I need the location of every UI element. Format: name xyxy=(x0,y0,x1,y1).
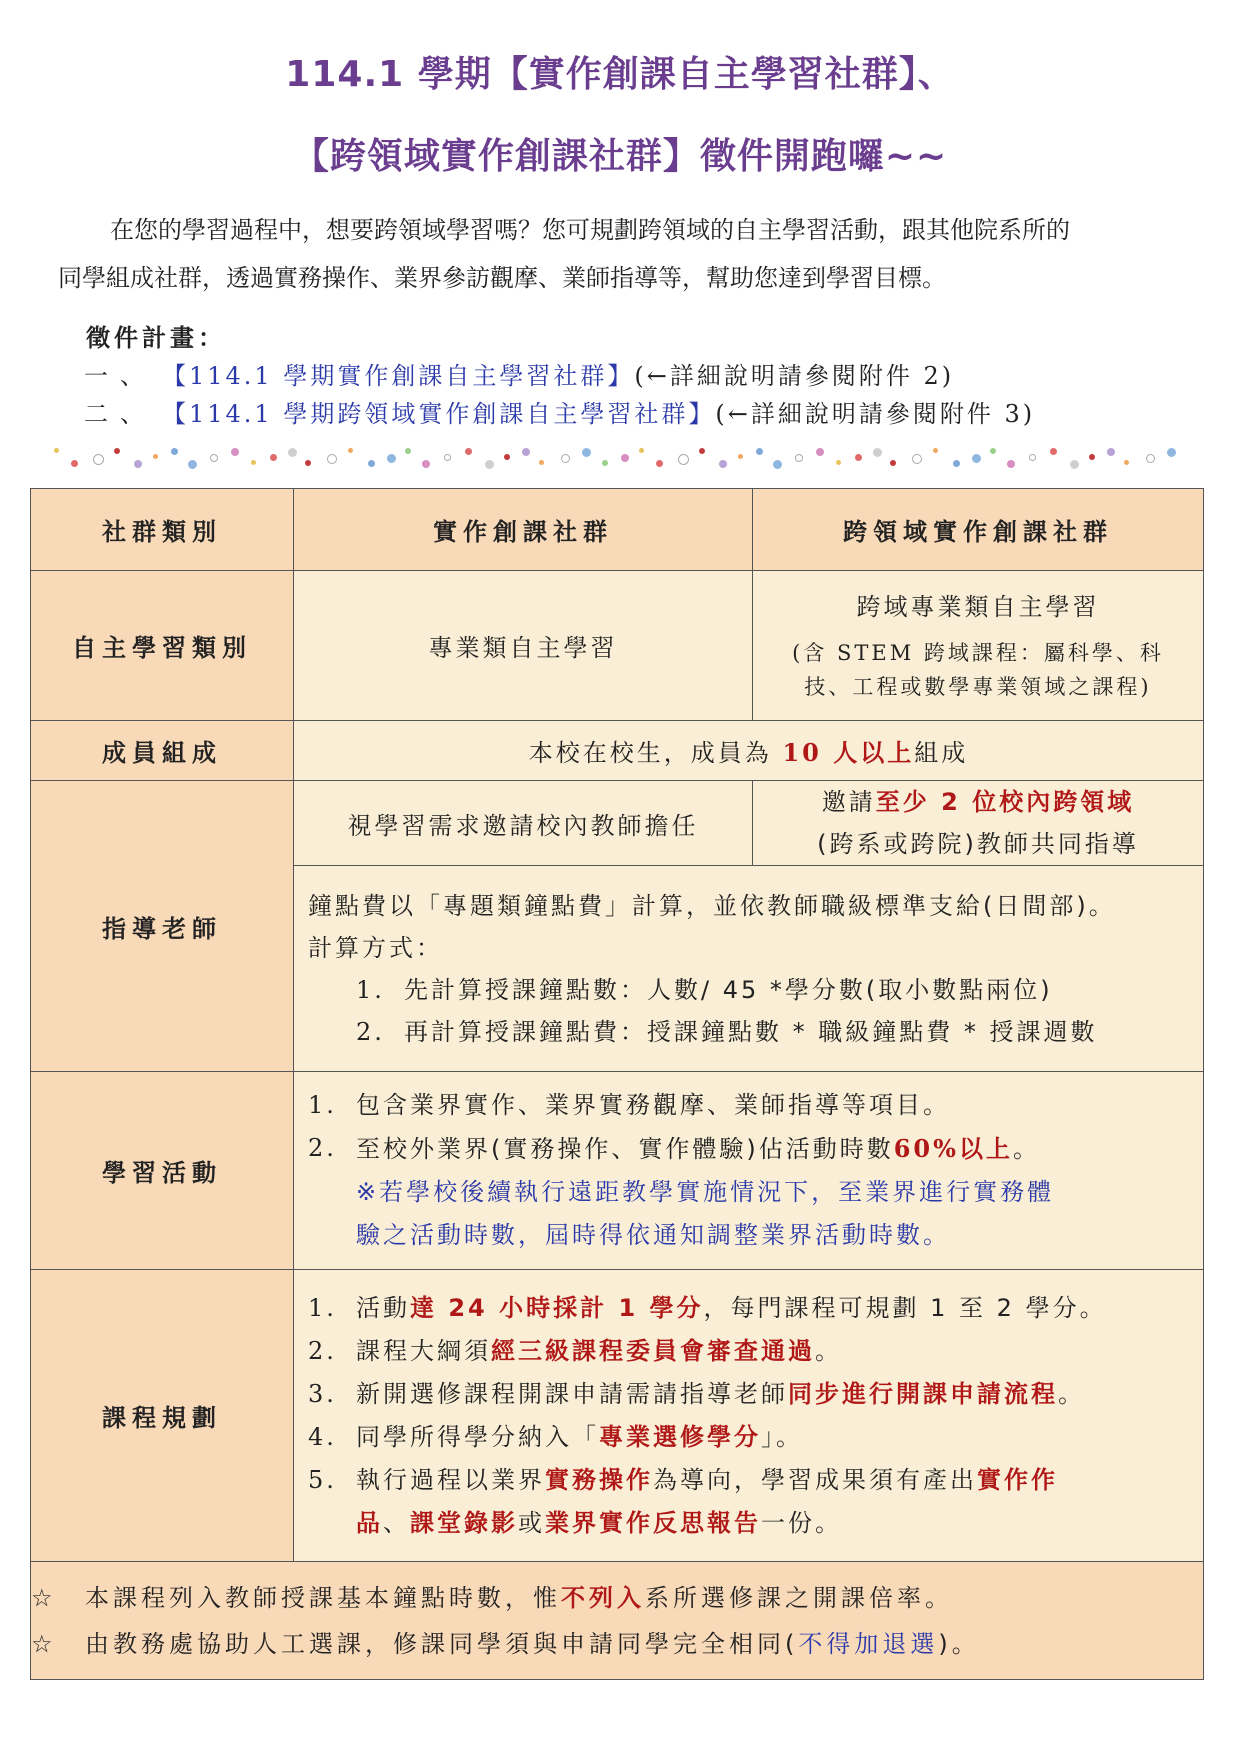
activity-item-1: 包含業界實作、業界實務觀摩、業師指導等項目。 xyxy=(356,1091,950,1119)
decorative-dot-divider xyxy=(54,448,1184,478)
activity-item-2-suffix: 。 xyxy=(1012,1135,1040,1163)
course-emphasis: 達 24 小時採計 1 學分 xyxy=(410,1293,704,1322)
label-self-study-type: 自主學習類別 xyxy=(31,571,294,721)
self-study-cross-domain xyxy=(753,571,1204,721)
course-text: 同學所得學分納入「 xyxy=(356,1422,599,1451)
title-line-2: 【跨領域實作創課社群】徵件開跑囉~~ xyxy=(292,136,948,177)
self-study-note-line-2: 技、工程或數學專業領域之課程) xyxy=(804,675,1152,699)
decorative-dot xyxy=(270,454,277,461)
decorative-dot xyxy=(656,460,663,467)
advisor-maker: 視學習需求邀請校內教師擔任 xyxy=(294,781,753,866)
footer-line-2 xyxy=(31,1621,1203,1667)
course-text: 、 xyxy=(383,1508,410,1537)
decorative-dot xyxy=(1089,454,1095,460)
decorative-dot xyxy=(54,448,59,453)
fee-item-number: 2. xyxy=(356,1017,385,1046)
decorative-dot xyxy=(348,448,353,453)
intro-line-2: 同學組成社群，透過實務操作、業界參訪觀摩、業師指導等，幫助您達到學習目標。 xyxy=(58,264,946,292)
decorative-dot xyxy=(387,454,396,463)
course-number: 2. xyxy=(308,1336,337,1365)
info-table xyxy=(30,488,1204,1680)
course-emphasis: 專業選修學分 xyxy=(599,1422,761,1451)
advisor-fee-cell xyxy=(294,866,1204,1072)
course-emphasis: 實務操作 xyxy=(545,1465,653,1494)
header-maker-community: 實作創課社群 xyxy=(294,489,753,571)
decorative-dot xyxy=(756,448,763,455)
plan-item-1 xyxy=(84,356,954,391)
members-text: 本校在校生，成員為 xyxy=(528,739,772,767)
footer-emphasis: 不列入 xyxy=(561,1583,645,1612)
course-item-1 xyxy=(356,1287,1107,1330)
course-text: 課程大綱須 xyxy=(356,1336,491,1365)
course-number: 3. xyxy=(308,1379,337,1408)
fee-item-number: 1. xyxy=(356,975,385,1004)
decorative-dot xyxy=(582,448,591,457)
course-item-5-line-2 xyxy=(308,1502,1189,1545)
course-item-2 xyxy=(356,1330,842,1373)
course-text: ，每門課程可規劃 1 至 2 學分。 xyxy=(703,1293,1107,1322)
decorative-dot xyxy=(327,454,337,464)
course-emphasis: 課堂錄影 xyxy=(410,1508,518,1537)
advisor-cross-domain xyxy=(753,781,1204,866)
course-emphasis: 實作作 xyxy=(977,1465,1058,1494)
decorative-dot xyxy=(1167,448,1176,457)
activity-number: 2. xyxy=(308,1134,337,1162)
decorative-dot xyxy=(251,460,256,465)
decorative-dot xyxy=(171,448,178,455)
course-emphasis: 業界實作反思報告 xyxy=(545,1508,761,1537)
activity-item-2-emphasis: 60%以上 xyxy=(893,1134,1013,1163)
decorative-dot xyxy=(1124,460,1129,465)
decorative-dot xyxy=(933,448,938,453)
label-members: 成員組成 xyxy=(31,721,294,781)
course-text: 執行過程以業界 xyxy=(356,1465,545,1494)
activity-note-line-1: ※若學校後續執行遠距教學實施情況下，至業界進行實務體 xyxy=(356,1178,1055,1206)
decorative-dot xyxy=(93,454,104,465)
decorative-dot xyxy=(561,454,570,463)
footer-text: 本課程列入教師授課基本鐘點時數，惟 xyxy=(85,1583,561,1612)
fee-item: 再計算授課鐘點費：授課鐘點數 * 職級鐘點費 * 授課週數 xyxy=(404,1017,1098,1046)
decorative-dot xyxy=(422,460,430,468)
course-text: 新開選修課程開課申請需請指導老師 xyxy=(356,1379,788,1408)
activity-item-2 xyxy=(356,1127,1040,1171)
decorative-dot xyxy=(1029,454,1036,461)
decorative-dot xyxy=(288,448,297,457)
decorative-dot xyxy=(1107,448,1115,456)
course-item-4 xyxy=(356,1416,803,1459)
course-number: 5. xyxy=(308,1465,337,1494)
decorative-dot xyxy=(1007,460,1015,468)
title-line-1: 114.1 學期【實作創課自主學習社群】、 xyxy=(285,54,955,95)
decorative-dot xyxy=(539,460,544,465)
course-emphasis: 品 xyxy=(356,1508,383,1537)
star-icon: ☆ xyxy=(31,1583,57,1612)
course-text: 為導向，學習成果須有產出 xyxy=(653,1465,977,1494)
decorative-dot xyxy=(719,460,727,468)
course-text: 」。 xyxy=(761,1422,803,1451)
activity-note-line-2: 驗之活動時數，屆時得依通知調整業界活動時數。 xyxy=(356,1221,950,1249)
decorative-dot xyxy=(405,448,411,454)
decorative-dot xyxy=(153,454,158,459)
members-emphasis: 10 人以上 xyxy=(782,738,915,767)
decorative-dot xyxy=(71,460,78,467)
course-cell xyxy=(294,1270,1204,1562)
decorative-dot xyxy=(602,460,608,466)
decorative-dot xyxy=(912,454,922,464)
footer-text: 系所選修課之開課倍率。 xyxy=(645,1583,953,1612)
fee-line-2: 計算方式： xyxy=(308,933,443,962)
plan-item-note: (←詳細說明請參閱附件 2) xyxy=(634,362,955,390)
decorative-dot xyxy=(504,454,510,460)
activities-cell xyxy=(294,1072,1204,1270)
self-study-cross-main: 跨域專業類自主學習 xyxy=(856,593,1100,621)
decorative-dot xyxy=(990,448,996,454)
decorative-dot xyxy=(210,454,218,462)
decorative-dot xyxy=(134,460,142,468)
decorative-dot xyxy=(465,448,472,455)
decorative-dot xyxy=(795,454,803,462)
course-text: 。 xyxy=(1058,1379,1085,1408)
fee-item: 先計算授課鐘點數：人數/ 45 *學分數(取小數點兩位) xyxy=(404,975,1053,1004)
self-study-note-line-1: (含 STEM 跨域課程：屬科學、科 xyxy=(792,641,1164,665)
decorative-dot xyxy=(639,448,644,453)
course-number: 4. xyxy=(308,1422,337,1451)
course-item-5 xyxy=(356,1459,1058,1502)
decorative-dot xyxy=(1146,454,1155,463)
footer-line-1 xyxy=(31,1575,1203,1621)
decorative-dot xyxy=(972,454,981,463)
plan-item-2 xyxy=(84,394,1035,429)
activity-number: 1. xyxy=(308,1091,337,1119)
star-icon: ☆ xyxy=(31,1629,57,1658)
decorative-dot xyxy=(855,454,862,461)
course-text: 一份。 xyxy=(761,1508,842,1537)
decorative-dot xyxy=(485,460,494,469)
plan-item-title-link[interactable]: 【114.1 學期跨領域實作創課自主學習社群】 xyxy=(162,400,716,428)
plan-heading: 徵件計畫： xyxy=(86,324,226,352)
decorative-dot xyxy=(699,448,705,454)
decorative-dot xyxy=(773,460,782,469)
decorative-dot xyxy=(816,448,824,456)
course-emphasis: 同步進行開課申請流程 xyxy=(788,1379,1058,1408)
label-learning-activities: 學習活動 xyxy=(31,1072,294,1270)
decorative-dot xyxy=(188,460,197,469)
decorative-dot xyxy=(1070,460,1079,469)
course-text: 活動 xyxy=(356,1293,410,1322)
course-number: 1. xyxy=(308,1293,337,1322)
course-item-3 xyxy=(356,1373,1085,1416)
decorative-dot xyxy=(890,460,896,466)
decorative-dot xyxy=(873,448,882,457)
header-cross-domain-community: 跨領域實作創課社群 xyxy=(753,489,1204,571)
footer-emphasis: 不得加退選 xyxy=(798,1629,939,1658)
advisor-cross-prefix: 邀請 xyxy=(821,788,876,816)
plan-item-number: 一、 xyxy=(84,362,156,390)
label-advisor: 指導老師 xyxy=(31,781,294,1072)
decorative-dot xyxy=(522,448,530,456)
intro-paragraph xyxy=(58,206,1188,302)
plan-item-number: 二、 xyxy=(84,400,156,428)
plan-item-note: (←詳細說明請參閱附件 3) xyxy=(715,400,1036,428)
course-emphasis: 經三級課程委員會審查通過 xyxy=(491,1336,815,1365)
course-text: 。 xyxy=(815,1336,842,1365)
decorative-dot xyxy=(621,454,629,462)
members-value xyxy=(294,721,1204,781)
advisor-cross-line-2: (跨系或跨院)教師共同指導 xyxy=(817,830,1139,858)
decorative-dot xyxy=(305,460,311,466)
header-category: 社群類別 xyxy=(31,489,294,571)
footer-notes xyxy=(31,1562,1204,1680)
label-course-planning: 課程規劃 xyxy=(31,1270,294,1562)
activity-item-2-text: 至校外業界(實務操作、實作體驗)佔活動時數 xyxy=(356,1135,894,1163)
members-suffix: 組成 xyxy=(914,739,969,767)
decorative-dot xyxy=(738,454,743,459)
decorative-dot xyxy=(678,454,689,465)
decorative-dot xyxy=(953,460,960,467)
footer-text: 由教務處協助人工選課，修課同學須與申請同學完全相同( xyxy=(85,1629,799,1658)
course-text: 或 xyxy=(518,1508,545,1537)
footer-text: )。 xyxy=(938,1629,980,1658)
decorative-dot xyxy=(836,460,841,465)
fee-line-1: 鐘點費以「專題類鐘點費」計算，並依教師職級標準支給(日間部)。 xyxy=(308,891,1116,920)
decorative-dot xyxy=(444,454,451,461)
decorative-dot xyxy=(114,448,120,454)
decorative-dot xyxy=(231,448,239,456)
advisor-cross-emphasis: 至少 2 位校內跨領域 xyxy=(875,788,1135,816)
plan-item-title-link[interactable]: 【114.1 學期實作創課自主學習社群】 xyxy=(162,362,635,390)
self-study-maker: 專業類自主學習 xyxy=(294,571,753,721)
intro-line-1: 在您的學習過程中，想要跨領域學習嗎？您可規劃跨領域的自主學習活動，跟其他院系所的 xyxy=(110,216,1070,244)
decorative-dot xyxy=(1050,448,1057,455)
decorative-dot xyxy=(368,460,375,467)
